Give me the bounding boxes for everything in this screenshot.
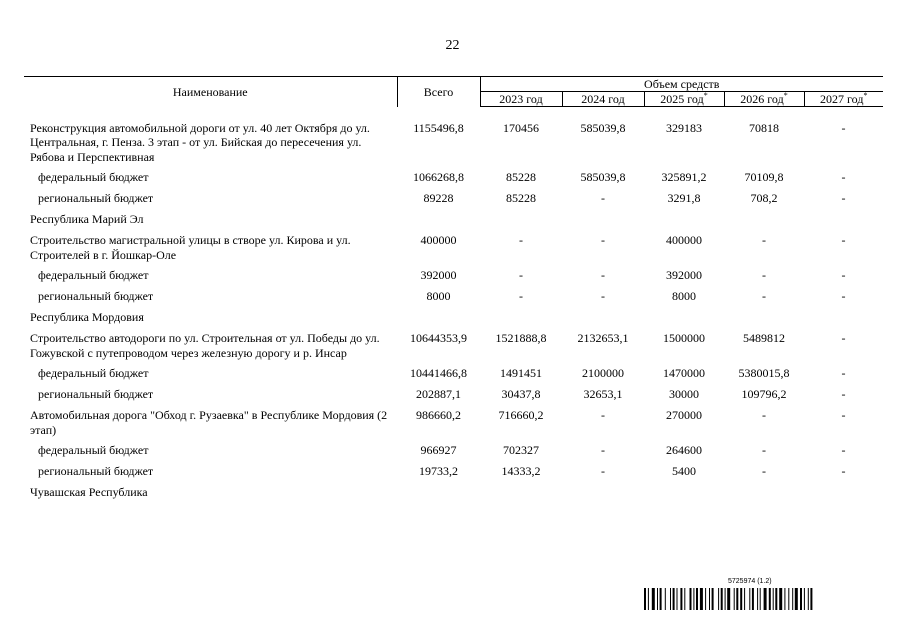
table-row (24, 233, 883, 268)
region-name: Республика Мордовия (30, 310, 144, 324)
value-cell: 85228 (506, 170, 536, 184)
value-cell: 1470000 (663, 366, 705, 380)
table-row (24, 170, 883, 191)
value-cell: - (841, 331, 846, 345)
value-cell: - (601, 408, 605, 422)
value-cell: - (841, 191, 846, 205)
region-name: Чувашская Республика (30, 485, 148, 499)
value-cell: 5489812 (743, 331, 785, 345)
value-cell: 392000 (666, 268, 702, 282)
value-cell: - (601, 233, 605, 247)
header-year-label: 2023 год (499, 92, 543, 106)
header-year-footnote-mark: * (863, 91, 868, 100)
table-row (24, 464, 883, 485)
value-cell: 329183 (666, 120, 702, 135)
value-cell: 70109,8 (744, 170, 784, 184)
value-cell: - (519, 268, 523, 282)
value-cell: 2132653,1 (577, 331, 629, 345)
region-name: Республика Марий Эл (30, 212, 144, 226)
value-cell: 585039,8 (580, 170, 626, 184)
value-cell: 30000 (669, 387, 699, 401)
value-cell: - (841, 120, 846, 135)
value-cell: 1491451 (500, 366, 542, 380)
budget-source: региональный бюджет (38, 387, 154, 401)
header-year (804, 92, 883, 107)
value-cell: - (841, 170, 846, 184)
budget-source: региональный бюджет (38, 464, 154, 478)
value-cell: 1500000 (663, 331, 705, 345)
header-year (562, 92, 644, 107)
barcode (644, 588, 879, 610)
funding-table (24, 76, 883, 506)
value-cell: 10441466,8 (410, 366, 467, 380)
header-total: Всего (397, 77, 480, 107)
value-cell: - (762, 268, 766, 282)
table-row (24, 212, 883, 233)
value-cell: 1155496,8 (413, 120, 464, 135)
value-cell: 8000 (426, 289, 451, 303)
header-year-label: 2027 год (820, 92, 864, 106)
value-cell: 702327 (503, 443, 539, 457)
project-name: Строительство магистральной улицы в створе ул. Кирова и ул. Строителей в г. Йошкар-Оле (30, 233, 351, 262)
budget-source: федеральный бюджет (38, 443, 149, 457)
value-cell: 1521888,8 (495, 331, 547, 345)
value-cell: - (841, 408, 846, 422)
value-cell: 30437,8 (501, 387, 541, 401)
value-cell: 392000 (420, 268, 457, 282)
value-cell: 264600 (666, 443, 702, 457)
value-cell: 70818 (749, 120, 779, 135)
header-year-label: 2025 год (660, 92, 704, 106)
table-row (24, 191, 883, 212)
value-cell: - (601, 191, 605, 205)
table-row (24, 366, 883, 387)
value-cell: - (762, 464, 766, 478)
value-cell: 716660,2 (498, 408, 544, 422)
header-year (644, 92, 724, 107)
value-cell: - (601, 464, 605, 478)
value-cell: 708,2 (750, 191, 778, 205)
budget-source: федеральный бюджет (38, 268, 149, 282)
value-cell: - (841, 268, 846, 282)
header-name: Наименование (24, 77, 397, 107)
budget-source: региональный бюджет (38, 289, 154, 303)
value-cell: - (762, 408, 766, 422)
value-cell: - (841, 443, 846, 457)
value-cell: 109796,2 (741, 387, 787, 401)
value-cell: 1066268,8 (413, 170, 464, 184)
value-cell: - (841, 366, 846, 380)
value-cell: 3291,8 (667, 191, 701, 205)
project-name: Строительство автодороги по ул. Строительная от ул. Победы до ул. Гожувской с путепроводом через железную дорогу и р. Инсар (30, 331, 380, 360)
value-cell: - (762, 233, 766, 247)
header-volume: Объем средств (480, 77, 883, 92)
value-cell: - (762, 289, 766, 303)
header-year-label: 2026 год (740, 92, 784, 106)
table-row (24, 485, 883, 506)
value-cell: 585039,8 (580, 120, 626, 135)
table-row (24, 408, 883, 443)
table-row (24, 387, 883, 408)
value-cell: 400000 (666, 233, 702, 247)
header-year (724, 92, 804, 107)
value-cell: 85228 (506, 191, 536, 205)
table-row (24, 331, 883, 366)
project-name: Автомобильная дорога "Обход г. Рузаевка" в Республике Мордовия (2 этап) (30, 408, 388, 437)
table-row (24, 121, 883, 171)
value-cell: 325891,2 (661, 170, 707, 184)
value-cell: 986660,2 (416, 408, 461, 422)
value-cell: - (601, 289, 605, 303)
value-cell: - (841, 233, 846, 247)
value-cell: - (601, 268, 605, 282)
value-cell: - (841, 464, 846, 478)
value-cell: 89228 (423, 191, 454, 205)
header-year (480, 92, 562, 107)
value-cell: 170456 (503, 120, 539, 135)
value-cell: 966927 (420, 443, 457, 457)
table-row (24, 289, 883, 310)
page-number: 22 (445, 38, 460, 53)
budget-source: региональный бюджет (38, 191, 154, 205)
header-year-footnote-mark: * (783, 91, 788, 100)
value-cell: - (762, 443, 766, 457)
value-cell: 5380015,8 (738, 366, 790, 380)
value-cell: - (841, 387, 846, 401)
project-name: Реконструкция автомобильной дороги от ул. 40 лет Октября до ул. Центральная, г. Пенза. 3 этап - от ул. Бийская до пересечения ул. Рябова и Перспективная (30, 120, 370, 164)
table-row (24, 310, 883, 331)
value-cell: 2100000 (582, 366, 624, 380)
value-cell: 5400 (672, 464, 696, 478)
header-year-footnote-mark: * (703, 91, 708, 100)
value-cell: 270000 (666, 408, 702, 422)
table-row (24, 443, 883, 464)
barcode-label: 5725974 (1.2) (728, 578, 772, 585)
value-cell: 32653,1 (583, 387, 623, 401)
value-cell: 8000 (672, 289, 696, 303)
value-cell: - (841, 289, 846, 303)
value-cell: 14333,2 (501, 464, 541, 478)
budget-source: федеральный бюджет (38, 170, 149, 184)
value-cell: 19733,2 (419, 464, 458, 478)
value-cell: - (601, 443, 605, 457)
value-cell: 10644353,9 (410, 331, 467, 345)
header-year-label: 2024 год (581, 92, 625, 106)
value-cell: - (519, 289, 523, 303)
value-cell: 400000 (420, 233, 457, 247)
value-cell: 202887,1 (416, 387, 461, 401)
value-cell: - (519, 233, 523, 247)
table-row (24, 268, 883, 289)
budget-source: федеральный бюджет (38, 366, 149, 380)
